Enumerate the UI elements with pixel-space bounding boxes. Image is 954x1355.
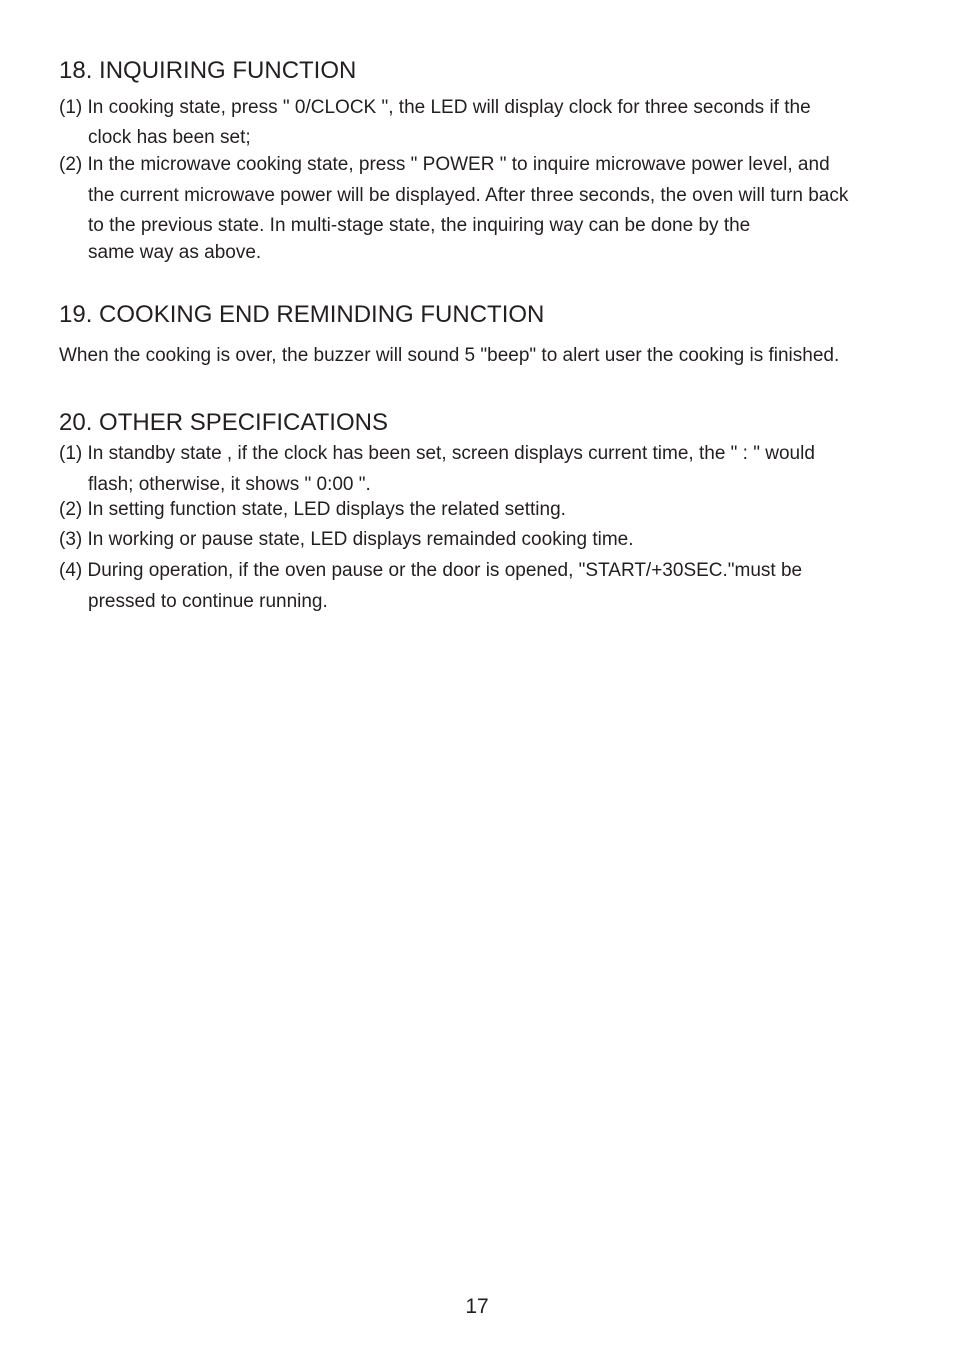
section-18-line-6: same way as above. xyxy=(88,242,262,263)
section-20-line-6: pressed to continue running. xyxy=(88,591,328,612)
section-18-line-4: the current microwave power will be displayed. After three seconds, the oven will turn back xyxy=(88,185,849,206)
section-20-line-1: (1) In standby state , if the clock has been set, screen displays current time, the " : " would xyxy=(59,443,815,464)
section-20-line-3: (2) In setting function state, LED displays the related setting. xyxy=(59,499,566,520)
section-20-line-4: (3) In working or pause state, LED displays remainded cooking time. xyxy=(59,529,634,550)
section-20-line-2: flash; otherwise, it shows " 0:00 ". xyxy=(88,474,371,495)
section-19-line-1: When the cooking is over, the buzzer will sound 5 "beep" to alert user the cooking is finished. xyxy=(59,345,840,366)
section-heading-other-specifications: 20. OTHER SPECIFICATIONS xyxy=(59,409,388,436)
section-18-line-3: (2) In the microwave cooking state, press " POWER " to inquire microwave power level, and xyxy=(59,154,830,175)
section-20-line-5: (4) During operation, if the oven pause or the door is opened, "START/+30SEC."must be xyxy=(59,560,803,581)
section-18-line-2: clock has been set; xyxy=(88,127,251,148)
section-18-line-5: to the previous state. In multi-stage state, the inquiring way can be done by the xyxy=(88,215,751,236)
page-number: 17 xyxy=(465,1295,489,1318)
section-heading-inquiring-function: 18. INQUIRING FUNCTION xyxy=(59,57,357,84)
section-18-line-1: (1) In cooking state, press " 0/CLOCK ", the LED will display clock for three seconds if the xyxy=(59,97,811,118)
section-heading-cooking-end-reminding-function: 19. COOKING END REMINDING FUNCTION xyxy=(59,301,545,328)
